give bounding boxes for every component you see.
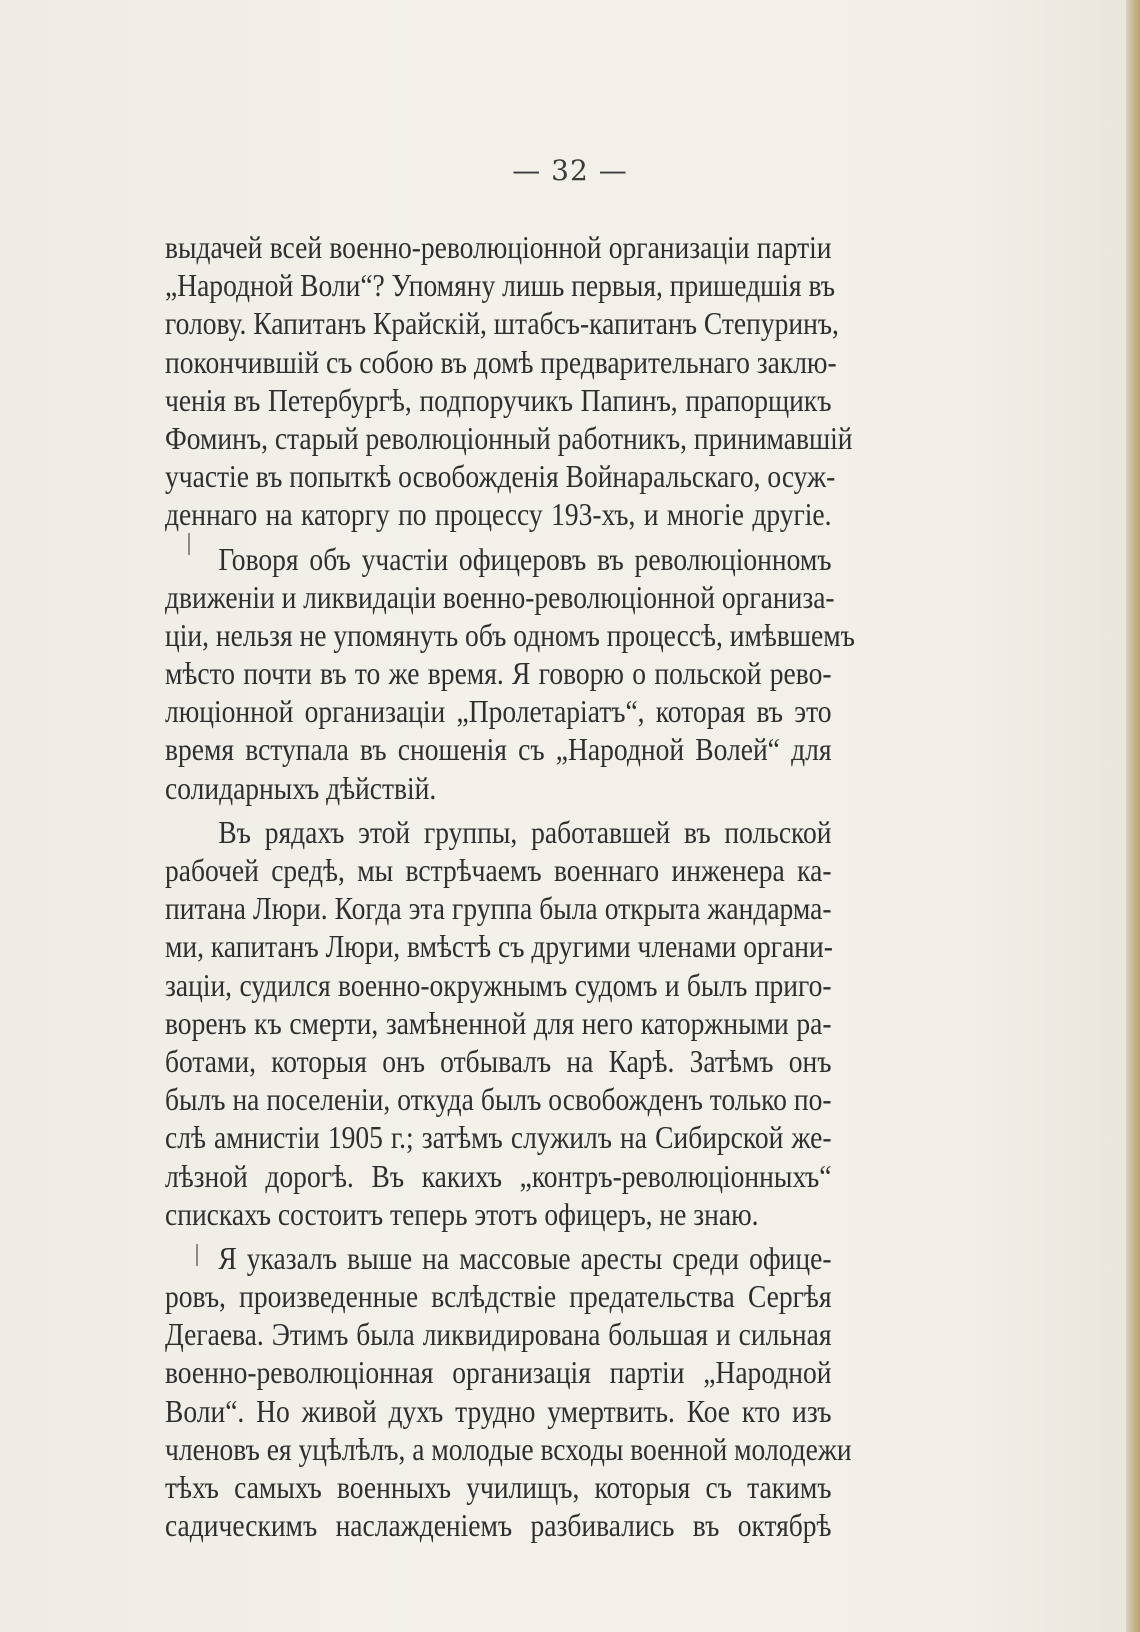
text-line: воренъ къ смерти, замѣненной для него каторжными ра-: [165, 1004, 832, 1041]
text-line: садическимъ наслажденіемъ разбивались въ октябрѣ: [165, 1507, 832, 1544]
text-line: питана Люри. Когда эта группа была открыта жандарма-: [165, 890, 832, 927]
text-line: покончившій съ собою въ домѣ предварительнаго заклю-: [165, 343, 837, 380]
text-line: люціонной организаціи „Пролетаріатъ“, которая въ это: [165, 693, 832, 730]
text-line: слѣ амнистіи 1905 г.; затѣмъ служилъ на Сибирской же-: [165, 1119, 832, 1156]
text-line: участіе въ попыткѣ освобожденія Войнаральскаго, осуж-: [165, 458, 836, 495]
text-line: Я указалъ выше на массовые аресты среди офице-: [218, 1239, 832, 1276]
text-line: голову. Капитанъ Крайскій, штабсъ-капитанъ Степуринъ,: [165, 305, 839, 342]
page-edge: [1126, 0, 1140, 1632]
text-line: движеніи и ликвидаціи военно-революціонной организа-: [165, 578, 835, 615]
text-line: ченія въ Петербургѣ, подпоручикъ Папинъ, прапорщикъ: [165, 381, 832, 418]
text-line: Фоминъ, старый революціонный работникъ, принимавшій: [165, 419, 853, 456]
text-line: рабочей средѣ, мы встрѣчаемъ военнаго инженера ка-: [165, 852, 832, 888]
text-line: Дегаева. Этимъ была ликвидирована большая и сильная: [165, 1316, 832, 1353]
text-line: былъ на поселеніи, откуда былъ освобожденъ только по-: [165, 1081, 832, 1118]
text-line: ціи, нельзя не упомянуть объ одномъ процессѣ, имѣвшемъ: [165, 616, 855, 653]
text-line: лѣзной дорогѣ. Въ какихъ „контръ-революціонныхъ“: [165, 1157, 832, 1194]
page-number: — 32 —: [512, 154, 628, 187]
text-line: время вступала въ сношенія съ „Народной Волей“ для: [165, 731, 832, 768]
text-line: ми, капитанъ Люри, вмѣстѣ съ другими членами органи-: [165, 928, 833, 965]
body-text: [165, 228, 855, 1544]
text-line: ботами, которыя онъ отбывалъ на Карѣ. Затѣмъ онъ: [165, 1042, 832, 1079]
text-line: „Народной Воли“? Упомяну лишь первыя, пришедшія въ: [165, 267, 835, 304]
text-line: тѣхъ самыхъ военныхъ училищъ, которыя съ такимъ: [165, 1469, 832, 1505]
text-line: спискахъ состоитъ теперь этотъ офицеръ, не знаю.: [165, 1195, 759, 1232]
text-line: деннаго на каторгу по процессу 193-хъ, и многіе другіе.: [165, 496, 832, 533]
text-line: Въ рядахъ этой группы, работавшей въ польской: [218, 813, 832, 850]
text-line: ровъ, произведенные вслѣдствіе предательства Сергѣя: [165, 1278, 832, 1315]
text-line: заціи, судился военно-окружнымъ судомъ и былъ приго-: [165, 966, 832, 1003]
text-line: выдачей всей военно-революціонной организаціи партіи: [165, 229, 832, 265]
text-line: военно-революціонная организація партіи „Народной: [165, 1354, 832, 1391]
text-line: Воли“. Но живой духъ трудно умертвить. Кое кто изъ: [165, 1392, 832, 1429]
text-line: солидарныхъ дѣйствій.: [165, 769, 437, 806]
text-line: мѣсто почти въ то же время. Я говорю о польской рево-: [165, 655, 832, 692]
text-line: Говоря объ участіи офицеровъ въ революціонномъ: [218, 540, 832, 577]
text-line: членовъ ея уцѣлѣлъ, а молодые всходы военной молодежи: [165, 1430, 852, 1467]
